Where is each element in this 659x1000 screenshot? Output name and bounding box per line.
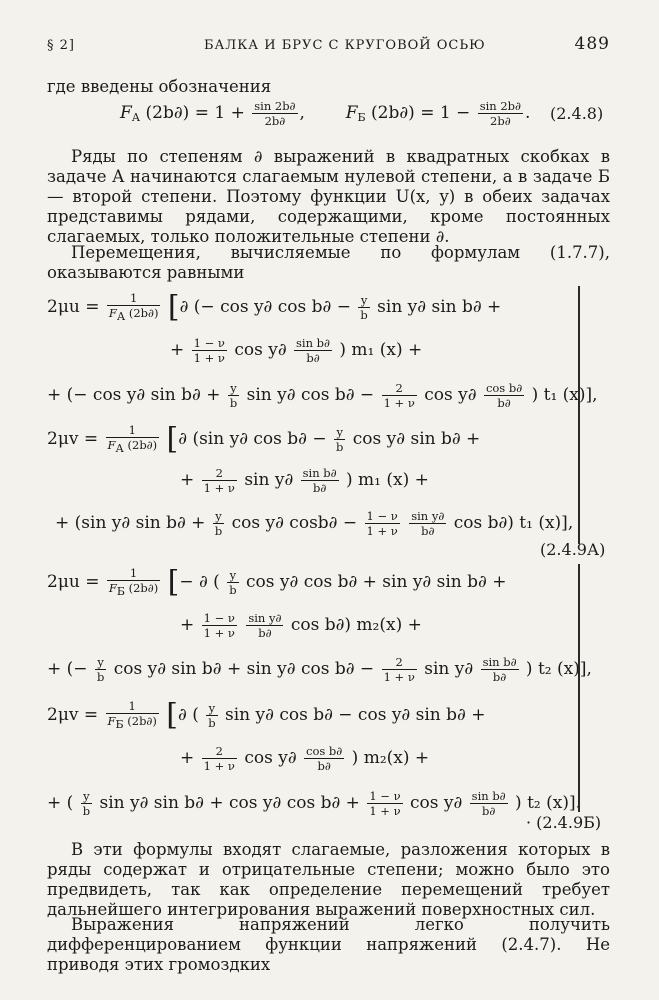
equation-number-2-4-9b: · (2.4.9Б): [526, 813, 602, 832]
page-header: [47, 34, 610, 58]
eq-b-u-line3: + (− $\frac{y}{b}$ cos y∂ sin b∂ + sin y∂ cos b∂ − $\frac{2}{1 + \nu}$ sin y∂ $\frac{\text{sin b∂}}{b\partial}$ ) t₂ (x)],: [47, 655, 592, 684]
paragraph-displacements: Перемещения, вычисляемые по формулам (1.7.7), оказываются равными: [47, 243, 610, 282]
eq-b-v-line3: + ( $\frac{y}{b}$ sin y∂ sin b∂ + cos y∂ cos b∂ + $\frac{1 - \nu}{1 + \nu}$ cos y∂ $\frac{\text{sin b∂}}{b\partial}$ ) t₂ (x)].: [47, 789, 582, 818]
eq-a-u-line3: + (− cos y∂ sin b∂ + $\frac{y}{b}$ sin y∂ cos b∂ − $\frac{2}{1 + \nu}$ cos y∂ $\frac{\text{cos b∂}}{b\partial}$ ) t₁ (x)],: [47, 381, 598, 410]
eq-a-v-line2: + $\frac{2}{1 + \nu}$ sin y∂ $\frac{\text{sin b∂}}{b\partial}$ ) m₁ (x) +: [180, 466, 429, 495]
eq-a-u-line1: 2μu = $\frac{1}{FА (2b\partial)}$ [∂ (− cos y∂ cos b∂ − $\frac{y}{b}$ sin y∂ sin b∂ +: [47, 289, 502, 325]
eq-b-u-line1: 2μu = $\frac{1}{FБ (2b\partial)}$ [− ∂ ( $\frac{y}{b}$ cos y∂ cos b∂ + sin y∂ sin b∂ +: [47, 564, 507, 600]
paragraph-series: Ряды по степеням ∂ выражений в квадратных скобках в задаче А начинаются слагаемым нулевой степени, а в задаче Б — второй степени. Поэтому функции U(x, y) в обеих задачах представимы рядами, содержащими, кроме постоянных слагаемых, только положительные степени ∂.: [47, 147, 610, 246]
paragraph-stresses: Выражения напряжений легко получить дифференцированием функции напряжений (2.4.7). Не приводя этих громоздких: [47, 915, 610, 974]
page-number: 489: [574, 34, 610, 54]
paragraph-negative-powers: В эти формулы входят слагаемые, разложения которых в ряды содержат и отрицательные степени; можно было это предвидеть, так как определение перемещений требует дальнейшего интегрирования выражений поверхностных сил.: [47, 840, 610, 919]
equation-number-2-4-8: (2.4.8): [550, 104, 604, 123]
equation-2-4-8: $F_А$ (2b∂) = 1 + $\frac{\sin 2b\partial}{2b\partial}$ , $F_Б$ (2b∂) = 1 − $\frac{\sin 2b\partial}{2b\partial}$ .: [120, 99, 531, 128]
eq-b-u-line2: + $\frac{1 - \nu}{1 + \nu}$ $\frac{\text{sin y∂}}{b\partial}$ cos b∂) m₂(x) +: [180, 611, 422, 640]
equation-group-brace-a: [578, 286, 580, 544]
equation-group-brace-b: [578, 564, 580, 812]
equation-number-2-4-9a: (2.4.9А): [540, 540, 606, 559]
eq-a-u-line2: + $\frac{1 - \nu}{1 + \nu}$ cos y∂ $\frac{\text{sin b∂}}{b\partial}$ ) m₁ (x) +: [170, 336, 423, 365]
eq-b-v-line1: 2μv = $\frac{1}{FБ (2b\partial)}$ [∂ ( $\frac{y}{b}$ sin y∂ cos b∂ − cos y∂ sin b∂ +: [47, 697, 486, 733]
section-mark: § 2]: [47, 38, 75, 53]
eq-b-v-line2: + $\frac{2}{1 + \nu}$ cos y∂ $\frac{\text{cos b∂}}{b\partial}$ ) m₂(x) +: [180, 744, 430, 773]
eq-a-v-line3: + (sin y∂ sin b∂ + $\frac{y}{b}$ cos y∂ cosb∂ − $\frac{1 - \nu}{1 + \nu}$ $\frac{\text{sin y∂}}{b\partial}$ cos b∂) t₁ (x)],: [55, 509, 574, 538]
running-title: БАЛКА И БРУС С КРУГОВОЙ ОСЬЮ: [204, 38, 486, 53]
intro-line: где введены обозначения: [47, 77, 272, 96]
eq-a-v-line1: 2μv = $\frac{1}{FА (2b\partial)}$ [∂ (sin y∂ cos b∂ − $\frac{y}{b}$ cos y∂ sin b∂ +: [47, 421, 481, 457]
